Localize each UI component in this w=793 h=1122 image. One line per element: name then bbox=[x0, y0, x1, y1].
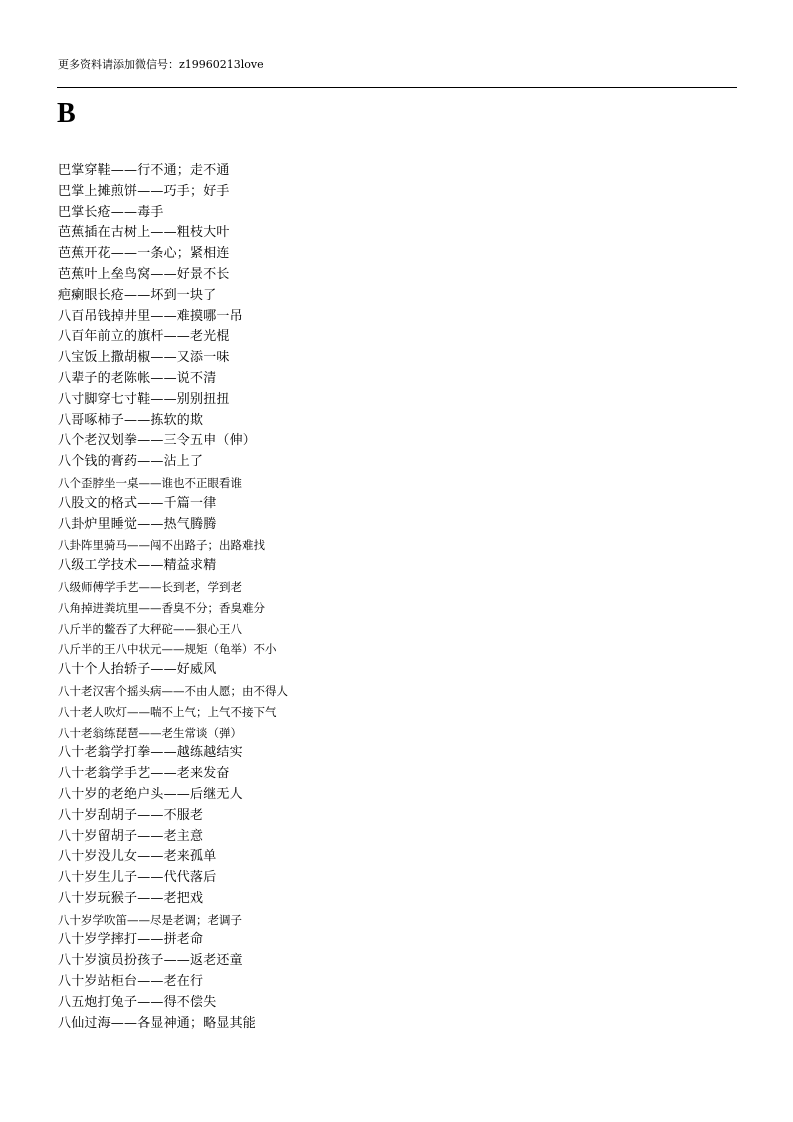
header-note: 更多资料请添加微信号：z19960213love bbox=[58, 58, 264, 71]
idiom-list bbox=[58, 161, 288, 1034]
list-item: 八股文的格式——千篇一律 bbox=[58, 495, 217, 511]
list-item: 八个老汉划拳——三令五申（伸） bbox=[58, 433, 257, 449]
list-item: 八百吊钱掉井里——难摸哪一吊 bbox=[58, 308, 243, 324]
list-item: 八个钱的膏药——沾上了 bbox=[58, 454, 204, 470]
list-item: 八仙过海——各显神通；略显其能 bbox=[58, 1015, 257, 1031]
list-item: 八十岁生儿子——代代落后 bbox=[58, 870, 217, 886]
list-item: 巴掌穿鞋——行不通；走不通 bbox=[58, 163, 230, 178]
list-item: 八斤半的鳖吞了大秤砣——狠心王八 bbox=[58, 621, 242, 636]
list-item: 八十老翁练琵琶——老生常谈（弹） bbox=[58, 725, 242, 740]
list-item: 疤瘌眼长疮——坏到一块了 bbox=[58, 287, 217, 303]
list-item: 芭蕉叶上垒鸟窝——好景不长 bbox=[58, 266, 230, 282]
list-item: 八斤半的王八中状元——规矩（龟举）不小 bbox=[58, 642, 277, 657]
list-item: 八辈子的老陈帐——说不清 bbox=[58, 370, 217, 386]
list-item: 八十岁留胡子——老主意 bbox=[58, 828, 204, 844]
list-item: 八十老汉害个摇头病——不由人愿；由不得人 bbox=[58, 683, 288, 698]
list-item: 八哥啄柿子——拣软的欺 bbox=[58, 412, 204, 428]
list-item: 八宝饭上撒胡椒——又添一味 bbox=[58, 350, 230, 366]
list-item: 八级师傅学手艺——长到老，学到老 bbox=[58, 579, 242, 594]
list-item: 八五炮打兔子——得不偿失 bbox=[58, 994, 217, 1010]
list-item: 八十老人吹灯——喘不上气；上气不接下气 bbox=[58, 704, 277, 719]
list-item: 八十岁学吹笛——尽是老调；老调子 bbox=[58, 912, 242, 927]
section-letter-heading: B bbox=[57, 98, 76, 129]
list-item: 八十老翁学打拳——越练越结实 bbox=[58, 745, 243, 761]
list-item: 八十岁站柜台——老在行 bbox=[58, 974, 204, 990]
list-item: 八百年前立的旗杆——老光棍 bbox=[58, 329, 230, 345]
list-item: 八十岁玩猴子——老把戏 bbox=[58, 890, 204, 906]
list-item: 八十岁演员扮孩子——返老还童 bbox=[58, 953, 243, 969]
list-item: 八卦炉里睡觉——热气腾腾 bbox=[58, 516, 217, 532]
list-item: 八个歪脖坐一桌——谁也不正眼看谁 bbox=[58, 475, 242, 490]
list-item: 芭蕉插在古树上——粗枝大叶 bbox=[58, 225, 230, 241]
header-divider bbox=[57, 87, 737, 88]
list-item: 八角掉进粪坑里——香臭不分；香臭难分 bbox=[58, 600, 265, 615]
list-item: 八十个人抬轿子——好威风 bbox=[58, 662, 217, 678]
list-item: 八寸脚穿七寸鞋——别别扭扭 bbox=[58, 391, 230, 407]
list-item: 八十岁没儿女——老来孤单 bbox=[58, 849, 217, 865]
list-item: 八十岁的老绝户头——后继无人 bbox=[58, 786, 243, 802]
list-item: 巴掌长疮——毒手 bbox=[58, 204, 164, 220]
list-item: 八十老翁学手艺——老来发奋 bbox=[58, 766, 230, 782]
list-item: 巴掌上摊煎饼——巧手；好手 bbox=[58, 183, 230, 199]
list-item: 八十岁学摔打——拼老命 bbox=[58, 932, 204, 948]
list-item: 八级工学技术——精益求精 bbox=[58, 558, 217, 574]
list-item: 芭蕉开花——一条心；紧相连 bbox=[58, 246, 230, 262]
list-item: 八十岁刮胡子——不服老 bbox=[58, 807, 204, 823]
list-item: 八卦阵里骑马——闯不出路子；出路难找 bbox=[58, 538, 265, 553]
